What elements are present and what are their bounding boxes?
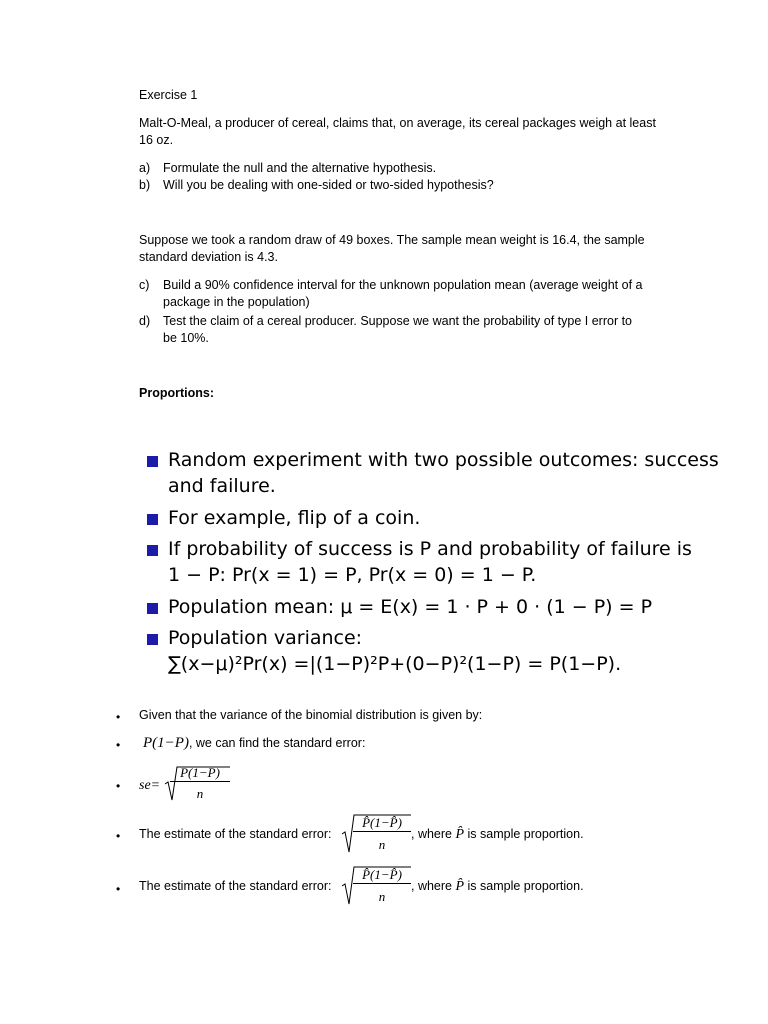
bullet-1-text: Given that the variance of the binomial distribution is given by:	[139, 708, 483, 722]
square-bullet-icon	[147, 514, 158, 525]
bullet-2-text: , we can find the standard error:	[188, 736, 366, 750]
bullet-5-tail	[411, 878, 584, 895]
slide-bullet-3-line2: 1 − P: Pr(x = 1) = P, Pr(x = 0) = 1 − P.	[168, 564, 537, 586]
bullet-5-var: P̂	[455, 879, 465, 894]
bullet-dot-icon: •	[116, 738, 121, 752]
estimate-numerator: P̂(1−P̂)	[353, 866, 411, 884]
se-denominator: n	[196, 786, 204, 801]
bullet-5-text: The estimate of the standard error:	[139, 879, 332, 893]
bullet-dot-icon: •	[116, 882, 121, 896]
bullet-dot-icon: •	[116, 710, 121, 724]
estimate-denominator: n	[378, 889, 386, 904]
item-b-label: b)	[139, 178, 151, 192]
item-d-line1: Test the claim of a cereal producer. Suppose we want the probability of type I error to	[163, 314, 633, 328]
square-bullet-icon	[147, 603, 158, 614]
slide-bullet-5-line2: ∑(x−μ)²Pr(x) =|(1−P)²P+(0−P)²(1−P) = P(1−P).	[168, 653, 622, 675]
item-b-text: Will you be dealing with one-sided or two-sided hypothesis?	[163, 178, 494, 192]
square-bullet-icon	[147, 634, 158, 645]
bullet-5-tail-text: is sample proportion.	[467, 879, 584, 893]
estimate-denominator: n	[378, 837, 386, 852]
item-a-text: Formulate the null and the alternative hypothesis.	[163, 161, 437, 175]
item-c-line2: package in the population)	[163, 295, 310, 309]
sample-line2: standard deviation is 4.3.	[139, 250, 278, 264]
item-d-line2: be 10%.	[163, 331, 209, 345]
se-numerator: P(1−P)	[170, 765, 230, 782]
bullet-2	[143, 735, 365, 752]
square-bullet-icon	[147, 545, 158, 556]
bullet-2-math: P(1−P)	[143, 735, 189, 751]
item-d-label: d)	[139, 314, 151, 328]
slide-bullet-1-line2: and failure.	[168, 475, 276, 497]
slide-bullet-5-line1: Population variance:	[168, 627, 363, 649]
proportions-heading: Proportions:	[139, 386, 214, 400]
slide-bullet-1-line1: Random experiment with two possible outcomes: success	[168, 449, 719, 471]
bullet-4-var: P̂	[455, 827, 465, 842]
estimate-numerator: P̂(1−P̂)	[353, 814, 411, 832]
slide-bullet-4: Population mean: μ = E(x) = 1 · P + 0 · (1 − P) = P	[168, 596, 653, 618]
exercise-intro-line1: Malt-O-Meal, a producer of cereal, claims that, on average, its cereal packages weigh at least	[139, 116, 656, 130]
square-bullet-icon	[147, 456, 158, 467]
item-a-label: a)	[139, 161, 151, 175]
sample-line1: Suppose we took a random draw of 49 boxes. The sample mean weight is 16.4, the sample	[139, 233, 645, 247]
bullet-4-after: , where	[411, 827, 452, 841]
slide-bullet-3-line1: If probability of success is P and probability of failure is	[168, 538, 692, 560]
bullet-dot-icon: •	[116, 779, 121, 793]
item-c-label: c)	[139, 278, 150, 292]
bullet-4-tail-text: is sample proportion.	[467, 827, 584, 841]
bullet-4-text: The estimate of the standard error:	[139, 827, 332, 841]
exercise-title: Exercise 1	[139, 88, 198, 102]
bullet-5-after: , where	[411, 879, 452, 893]
bullet-dot-icon: •	[116, 829, 121, 843]
exercise-intro-line2: 16 oz.	[139, 133, 174, 147]
bullet-4-tail	[411, 826, 584, 843]
item-c-line1: Build a 90% confidence interval for the unknown population mean (average weight of a	[163, 278, 643, 292]
se-lhs: se=	[139, 778, 161, 793]
slide-bullet-2: For example, flip of a coin.	[168, 507, 421, 529]
